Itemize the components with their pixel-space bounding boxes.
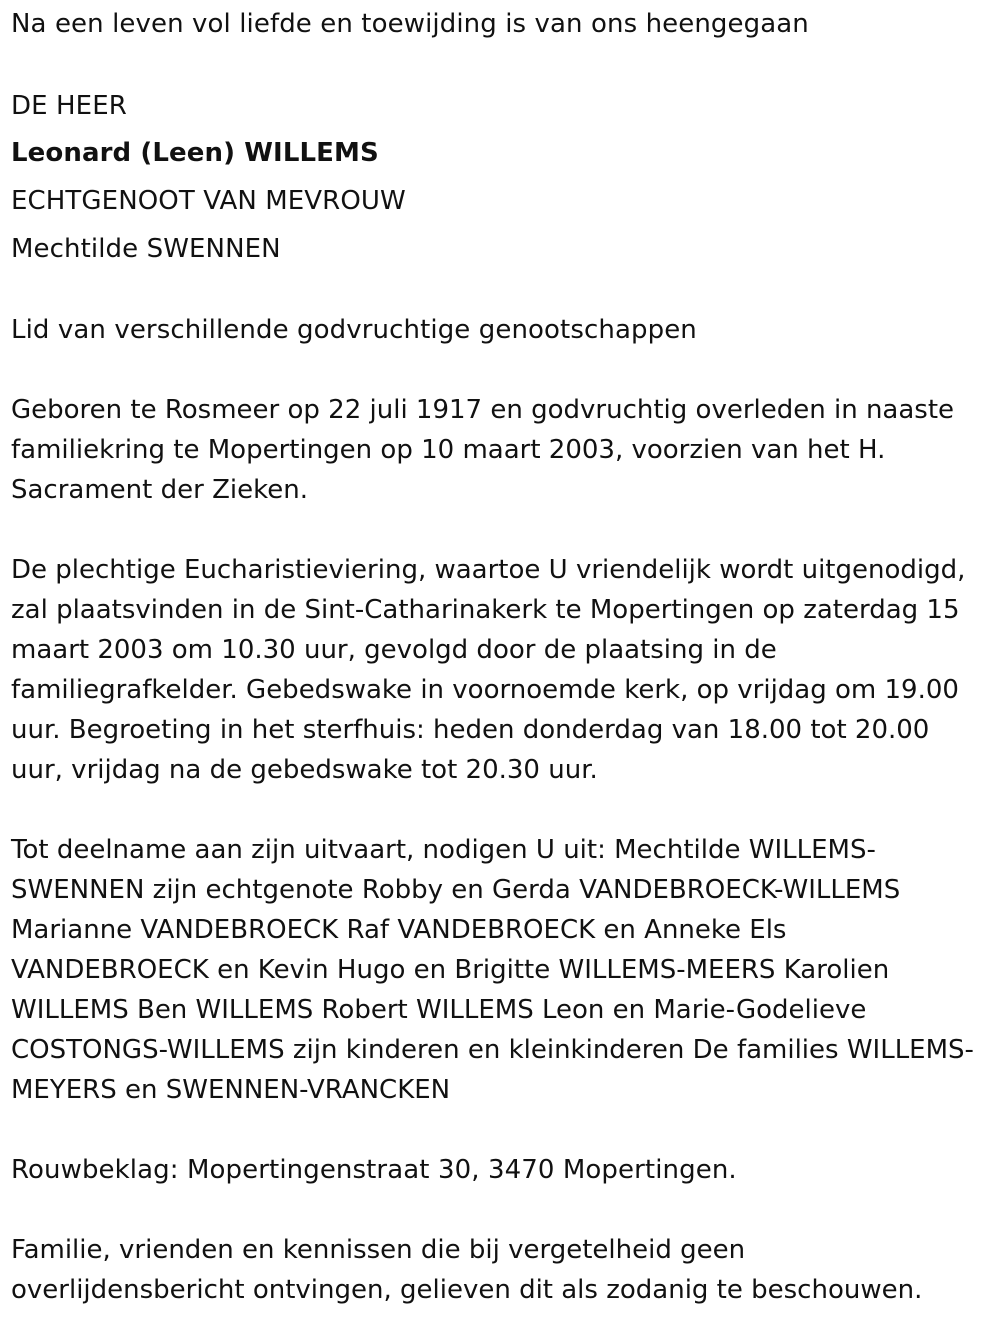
intro-text: Na een leven vol liefde en toewijding is van ons heengegaan: [11, 9, 809, 39]
ceremony-paragraph: [11, 550, 993, 790]
paragraph-line: VANDEBROECK en Kevin Hugo en Brigitte WILLEMS-MEERS Karolien: [11, 955, 890, 985]
paragraph-line: zal plaatsvinden in de Sint-Catharinakerk te Mopertingen op zaterdag 15: [11, 595, 960, 625]
membership-text: Lid van verschillende godvruchtige genootschappen: [11, 315, 697, 345]
paragraph-line: Marianne VANDEBROECK Raf VANDEBROECK en Anneke Els: [11, 915, 787, 945]
paragraph-line: Geboren te Rosmeer op 22 juli 1917 en godvruchtig overleden in naaste: [11, 395, 955, 425]
title-prefix: DE HEER: [11, 91, 127, 121]
paragraph-line: WILLEMS Ben WILLEMS Robert WILLEMS Leon en Marie-Godelieve: [11, 995, 867, 1025]
paragraph-line: Sacrament der Zieken.: [11, 475, 308, 505]
paragraph-line: maart 2003 om 10.30 uur, gevolgd door de plaatsing in de: [11, 635, 777, 665]
spouse-label: ECHTGENOOT VAN MEVROUW: [11, 186, 406, 216]
paragraph-line: familiegrafkelder. Gebedswake in voornoemde kerk, op vrijdag om 19.00: [11, 675, 959, 705]
paragraph-line: uur. Begroeting in het sterfhuis: heden donderdag van 18.00 tot 20.00: [11, 715, 930, 745]
spouse-name: Mechtilde SWENNEN: [11, 234, 281, 264]
deceased-name: Leonard (Leen) WILLEMS: [11, 138, 379, 168]
paragraph-line: MEYERS en SWENNEN-VRANCKEN: [11, 1075, 451, 1105]
paragraph-line: uur, vrijdag na de gebedswake tot 20.30 uur.: [11, 755, 598, 785]
paragraph-line: Tot deelname aan zijn uitvaart, nodigen U uit: Mechtilde WILLEMS-: [11, 835, 876, 865]
paragraph-line: Familie, vrienden en kennissen die bij vergetelheid geen: [11, 1235, 746, 1265]
family-paragraph: [11, 830, 993, 1110]
paragraph-line: overlijdensbericht ontvingen, gelieven dit als zodanig te beschouwen.: [11, 1275, 923, 1305]
closing-paragraph: [11, 1230, 993, 1310]
paragraph-line: familiekring te Mopertingen op 10 maart 2003, voorzien van het H.: [11, 435, 886, 465]
paragraph-line: De plechtige Eucharistieviering, waartoe U vriendelijk wordt uitgenodigd,: [11, 555, 966, 585]
paragraph-line: SWENNEN zijn echtgenote Robby en Gerda VANDEBROECK-WILLEMS: [11, 875, 901, 905]
condolence-address: Rouwbeklag: Mopertingenstraat 30, 3470 Mopertingen.: [11, 1155, 737, 1185]
paragraph-line: COSTONGS-WILLEMS zijn kinderen en kleinkinderen De families WILLEMS-: [11, 1035, 974, 1065]
birth-death-paragraph: [11, 390, 993, 510]
